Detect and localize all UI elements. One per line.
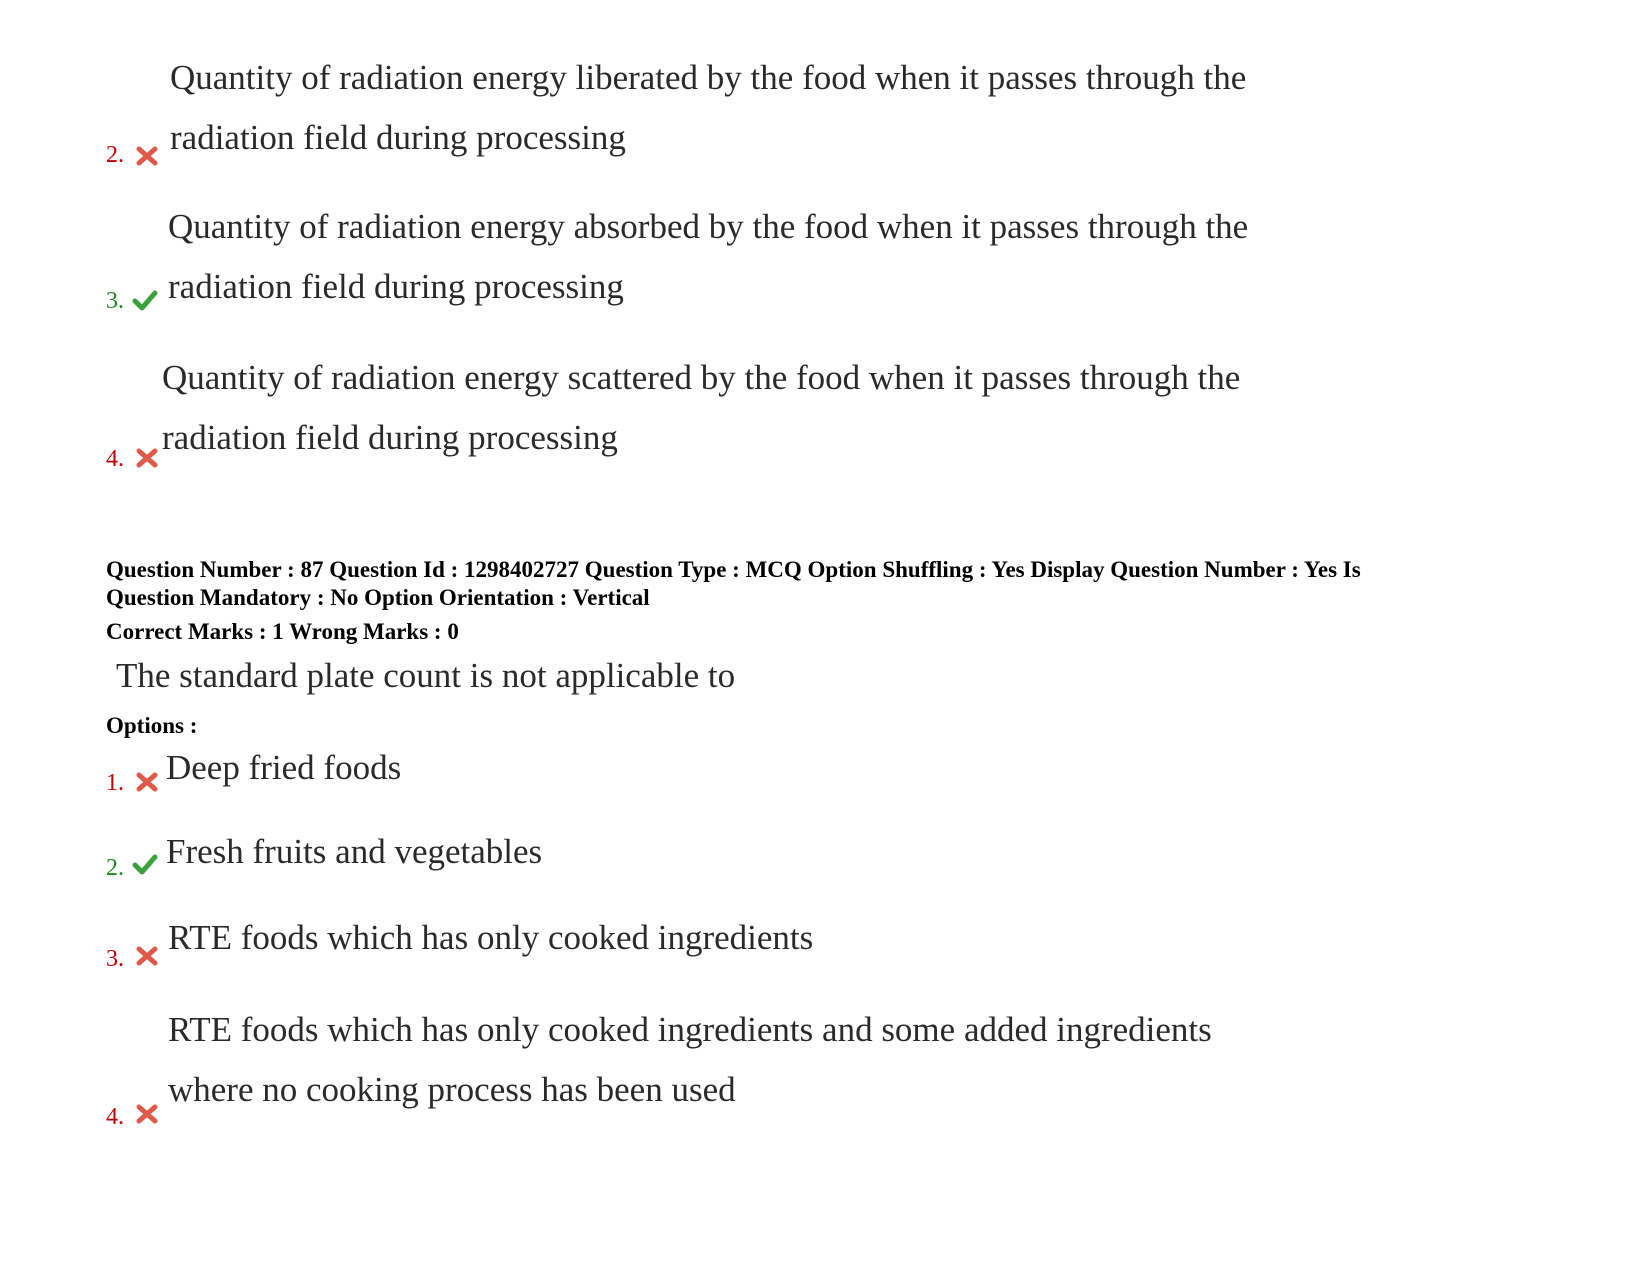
option-number: 3. xyxy=(106,946,124,972)
option-number: 3. xyxy=(106,288,124,314)
option-text-line: Deep fried foods xyxy=(166,748,402,787)
option-text-line: RTE foods which has only cooked ingredients xyxy=(168,918,814,957)
question-meta-line-2: Question Mandatory : No Option Orientation : Vertical xyxy=(106,585,650,610)
check-icon xyxy=(132,288,158,312)
option-text-line: radiation field during processing xyxy=(170,118,626,157)
options-label: Options : xyxy=(106,713,198,738)
check-icon xyxy=(132,852,158,876)
option-text-line: radiation field during processing xyxy=(162,418,618,457)
option-text-line: where no cooking process has been used xyxy=(168,1070,736,1109)
cross-icon xyxy=(134,446,160,470)
cross-icon xyxy=(134,944,160,968)
cross-icon xyxy=(134,1102,160,1126)
option-text-line: Quantity of radiation energy liberated by the food when it passes through the xyxy=(170,58,1247,97)
option-text-line: RTE foods which has only cooked ingredients and some added ingredients xyxy=(168,1010,1212,1049)
option-text-line: Fresh fruits and vegetables xyxy=(166,832,543,871)
cross-icon xyxy=(134,770,160,794)
option-number: 4. xyxy=(106,446,124,472)
question-meta-line-1: Question Number : 87 Question Id : 1298402727 Question Type : MCQ Option Shuffling : Yes Display Question Number : Yes Is xyxy=(106,557,1361,582)
option-number: 2. xyxy=(106,142,124,168)
cross-icon xyxy=(134,144,160,168)
option-text-line: Quantity of radiation energy absorbed by the food when it passes through the xyxy=(168,207,1249,246)
marks-line: Correct Marks : 1 Wrong Marks : 0 xyxy=(106,619,459,644)
option-text-line: Quantity of radiation energy scattered by the food when it passes through the xyxy=(162,358,1241,397)
option-number: 2. xyxy=(106,855,124,881)
option-text-line: radiation field during processing xyxy=(168,267,624,306)
option-number: 1. xyxy=(106,770,124,796)
option-number: 4. xyxy=(106,1104,124,1130)
question-text: The standard plate count is not applicable to xyxy=(116,656,736,695)
